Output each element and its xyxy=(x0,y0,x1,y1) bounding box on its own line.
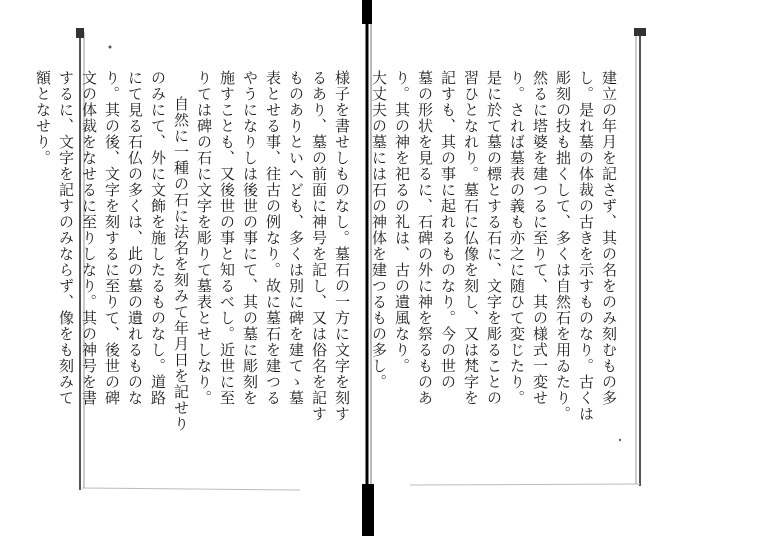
gutter-clip-bottom xyxy=(362,484,374,536)
left-column-3: ものありといへども、多くは別に碑を建てゝ墓 xyxy=(287,70,305,406)
left-column-11: り。其の後、文字を刻するに至りて、後世の碑 xyxy=(103,70,121,406)
left-column-6: 施すことも、又後世の事と知るべし。近世に至 xyxy=(218,70,236,406)
right-column-7: 習ひとなれり。墓石に仏像を刻し、又は梵字を xyxy=(462,70,480,406)
left-column-4: 表とせる事、往古の例なり。故に墓石を建つる xyxy=(264,70,282,406)
right-column-8: 記すも、其の事に起れるものなり。今の世の xyxy=(439,70,457,390)
right-column-11: 大丈夫の墓には石の神体を建つるもの多し。 xyxy=(370,70,388,390)
right-column-10: り。其の神を祀るの礼は、古の遺風なり。 xyxy=(393,70,411,374)
left-column-7: りては碑の石に文字を彫りて墓表とせしなり。 xyxy=(195,70,213,406)
left-column-10: にて見る石仏の多くは、此の墓の遺れるものな xyxy=(126,70,144,406)
right-column-2: し。是れ墓の体裁の古きを示すものなり。古くは xyxy=(577,70,595,422)
left-page-corner-tab xyxy=(76,28,84,38)
right-column-6: 是に於て墓の標とする石に、文字を彫ることの xyxy=(485,70,503,406)
left-column-13: するに、文字を記すのみならず、像をも刻みて xyxy=(57,70,75,406)
right-page-corner-tab xyxy=(634,28,646,36)
left-column-8: 自然に一種の石に法名を刻みて年月日を記せり xyxy=(172,96,190,432)
left-column-9: のみにて、外に文飾を施したるものなし。道路 xyxy=(149,70,167,406)
right-column-1: 建立の年月を記さず、其の名をのみ刻むもの多 xyxy=(600,70,618,406)
right-column-9: 墓の形状を見るに、石碑の外に神を祭るものあ xyxy=(416,70,434,406)
gutter-clip-top xyxy=(362,0,372,24)
right-page-text xyxy=(370,70,620,480)
right-column-4: 然るに塔婆を建つるに至りて、其の様式一変せ xyxy=(531,70,549,406)
left-column-5: やうになりしは後世の事にて、其の墓に彫刻を xyxy=(241,70,259,406)
left-column-12: 文の体裁をなせるに至りしなり。其の神号を書 xyxy=(80,70,98,406)
left-page-text xyxy=(34,70,353,480)
left-column-1: 様子を書せしものなし。墓石の一方に文字を刻す xyxy=(333,70,351,422)
right-column-3: 彫刻の技も拙くして、多くは自然石を用ゐたり。 xyxy=(554,70,572,422)
left-column-2: るあり、墓の前面に神号を記し、又は俗名を記す xyxy=(310,70,328,422)
left-column-14: 額となせり。 xyxy=(34,70,52,166)
right-column-5: り。されば墓表の義も亦之に随ひて変じたり。 xyxy=(508,70,526,406)
